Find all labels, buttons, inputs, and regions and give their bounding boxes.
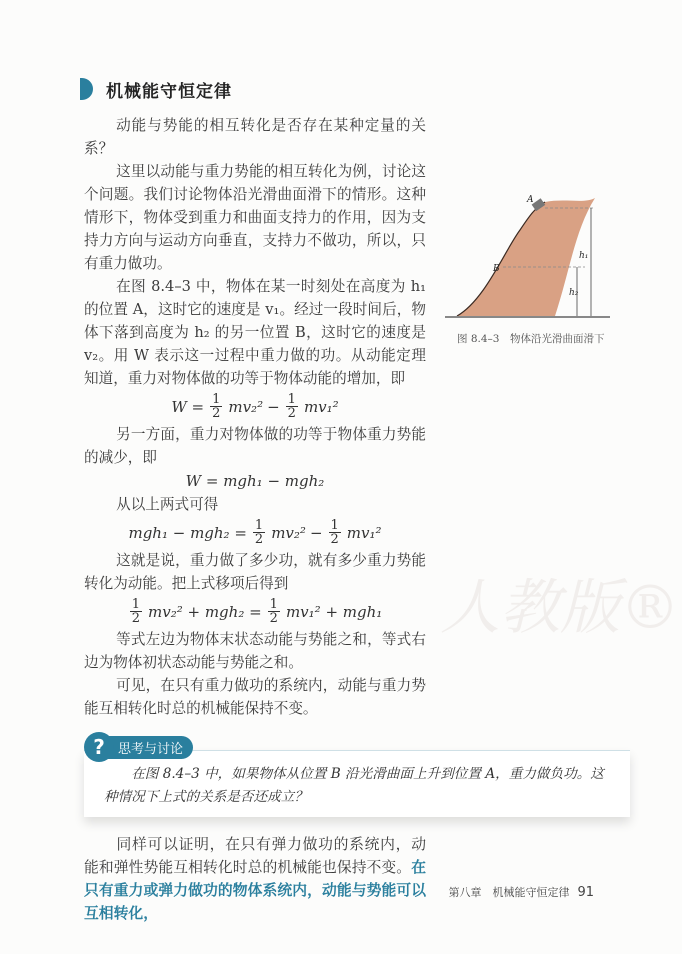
fraction — [268, 598, 280, 625]
fraction — [253, 519, 265, 546]
fraction — [286, 393, 298, 420]
discussion-text: 在图 8.4–3 中，如果物体从位置 B 沿光滑曲面上升到位置 A，重力做负功。这种情况下上式的关系是否还成立？ — [104, 766, 604, 805]
formula-term: mv₂² — [228, 397, 264, 416]
formula-term: mv₂² + mgh₂ = — [148, 602, 262, 621]
discussion-section — [84, 734, 630, 817]
formula-lhs: mgh₁ − mgh₂ = — [128, 523, 247, 542]
paragraph: 动能与势能的相互转化是否存在某种定量的关系？ — [84, 117, 426, 157]
numerator: 1 — [254, 518, 264, 533]
denominator: 2 — [330, 532, 339, 547]
paragraph: 另一方面，重力对物体做的功等于物体重力势能的减少，即 — [84, 426, 426, 466]
numerator: 1 — [269, 597, 278, 612]
discussion-label: 思考与讨论 — [104, 736, 193, 759]
paragraph: 等式左边为物体末状态动能与势能之和，等式右边为物体初状态动能与势能之和。 — [84, 631, 426, 671]
page-number: 91 — [577, 885, 594, 900]
numerator: 1 — [287, 392, 296, 407]
denominator: 2 — [254, 532, 264, 547]
formula-lhs: W = — [171, 397, 205, 416]
figure-caption: 图 8.4–3 物体沿光滑曲面滑下 — [457, 333, 605, 345]
section-marker — [80, 78, 93, 100]
paragraph: 从以上两式可得 — [116, 496, 219, 513]
label-h1: h₁ — [579, 251, 589, 261]
paragraph: 这里以动能与重力势能的相互转化为例，讨论这个问题。我们讨论物体沿光滑曲面滑下的情形。这种情形下，物体受到重力和曲面支持力的作用，因为支持力方向与运动方向垂直，支持力不做功，所以，只有重力做功。 — [84, 163, 426, 272]
label-h2: h₂ — [569, 288, 579, 298]
formula-term: mv₁² + mgh₁ — [285, 602, 383, 621]
page-footer — [448, 884, 594, 900]
formula-operator: − — [267, 397, 280, 416]
formula-conservation — [84, 598, 426, 625]
denominator: 2 — [212, 406, 221, 421]
formula-term: mv₁² — [303, 397, 339, 416]
label-a: A — [527, 195, 534, 205]
label-b: B — [493, 264, 500, 274]
paragraph: 在图 8.4–3 中，物体在某一时刻处在高度为 h₁ 的位置 A，这时它的速度是 v₁。经过一段时间后，物体下落到高度为 h₂ 的另一位置 B，这时它的速度是 v₂。用 W 表示这一过程中重力做的功。从动能定理知道，重力对物体做的功等于物体动能的增加，即 — [84, 278, 426, 387]
paragraph: 这就是说，重力做了多少功，就有多少重力势能转化为动能。把上式移项后得到 — [84, 552, 426, 592]
discussion-box — [84, 750, 630, 817]
numerator: 1 — [330, 518, 339, 533]
highlighted-text: 在只有重力或弹力做功的物体系统内，动能与势能可以互相转化， — [84, 859, 426, 922]
formula-work-kinetic — [84, 393, 426, 420]
denominator: 2 — [269, 611, 278, 626]
denominator: 2 — [287, 406, 296, 421]
formula-term: mv₂² — [271, 523, 306, 542]
denominator: 2 — [131, 611, 140, 626]
question-icon: ? — [84, 732, 114, 762]
formula-operator: − — [309, 523, 323, 542]
numerator: 1 — [212, 392, 221, 407]
section-title: 机械能守恒定律 — [106, 82, 232, 102]
paragraph-text: 同样可以证明，在只有弹力做功的系统内，动能和弹性势能互相转化时总的机械能也保持不变。 — [84, 836, 426, 876]
fraction — [130, 598, 142, 625]
watermark: 人教版® — [440, 573, 680, 643]
fraction — [210, 393, 222, 420]
paragraph — [84, 833, 426, 925]
formula-work-potential: W = mgh₁ − mgh₂ — [185, 472, 325, 490]
numerator: 1 — [131, 597, 140, 612]
curved-surface — [457, 198, 595, 316]
figure-slope-diagram — [445, 190, 625, 325]
chapter-title: 第八章 机械能守恒定律 — [448, 886, 570, 899]
paragraph: 可见，在只有重力做功的系统内，动能与重力势能互相转化时总的机械能保持不变。 — [84, 677, 426, 717]
discussion-header — [84, 734, 630, 760]
formula-term: mv₁² — [346, 523, 382, 542]
fraction — [329, 519, 341, 546]
formula-combined — [84, 519, 426, 546]
